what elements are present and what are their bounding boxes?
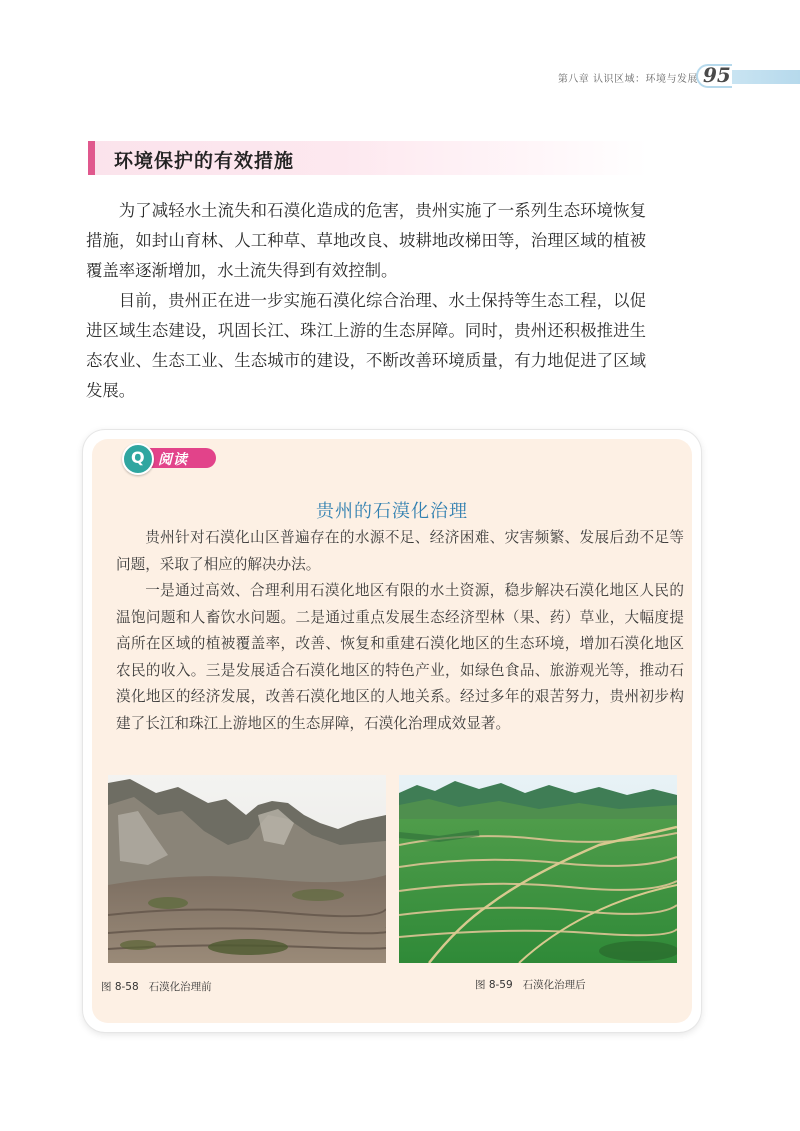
chapter-title: 第八章 认识区域：环境与发展: [557, 74, 698, 85]
figure-caption-after: [475, 977, 586, 992]
body-paragraph: 目前，贵州正在进一步实施石漠化综合治理、水土保持等生态工程，以促进区域生态建设，巩固长江、珠江上游的生态屏障。同时，贵州还积极推进生态农业、生态工业、生态城市的建设，不断改善环境质量，有力地促进了区域发展。: [86, 291, 646, 400]
section-body: [86, 196, 646, 406]
section-heading: [88, 141, 648, 175]
header-band: [732, 70, 800, 84]
reading-paragraph: 贵州针对石漠化山区普遍存在的水源不足、经济困难、灾害频繁、发展后劲不足等问题，采取了相应的解决办法。: [116, 529, 684, 573]
figure-number: 图 8-58: [101, 981, 139, 993]
running-header: [0, 62, 800, 88]
reading-tag-label: 阅读: [158, 452, 188, 468]
page-number: 95: [703, 63, 731, 87]
body-paragraph: 为了减轻水土流失和石漠化造成的危害，贵州实施了一系列生态环境恢复措施，如封山育林、人工种草、草地改良、坡耕地改梯田等，治理区域的植被覆盖率逐渐增加，水土流失得到有效控制。: [86, 201, 646, 280]
reading-tag-pill: [144, 448, 216, 468]
reading-body: [116, 525, 684, 737]
photo-before-treatment: [108, 775, 386, 963]
reading-title: 贵州的石漠化治理: [316, 501, 468, 522]
reading-tag: [122, 445, 232, 469]
section-heading-bar: [88, 141, 95, 175]
photo-after-treatment: [399, 775, 677, 963]
figure-number: 图 8-59: [475, 979, 513, 991]
figure-caption-text: 石漠化治理前: [148, 981, 212, 993]
section-title: 环境保护的有效措施: [114, 150, 295, 172]
figure-caption-before: [101, 979, 212, 994]
figure-caption-text: 石漠化治理后: [522, 979, 586, 991]
reading-paragraph: 一是通过高效、合理利用石漠化地区有限的水土资源，稳步解决石漠化地区人民的温饱问题和人畜饮水问题。二是通过重点发展生态经济型林（果、药）草业，大幅度提高所在区域的植被覆盖率，改善、恢复和重建石漠化地区的生态环境，增加石漠化地区农民的收入。三是发展适合石漠化地区的特色产业，如绿色食品、旅游观光等，推动石漠化地区的经济发展，改善石漠化地区的人地关系。经过多年的艰苦努力，贵州初步构建了长江和珠江上游地区的生态屏障，石漠化治理成效显著。: [116, 582, 684, 732]
magnifier-icon: Q: [122, 443, 154, 475]
